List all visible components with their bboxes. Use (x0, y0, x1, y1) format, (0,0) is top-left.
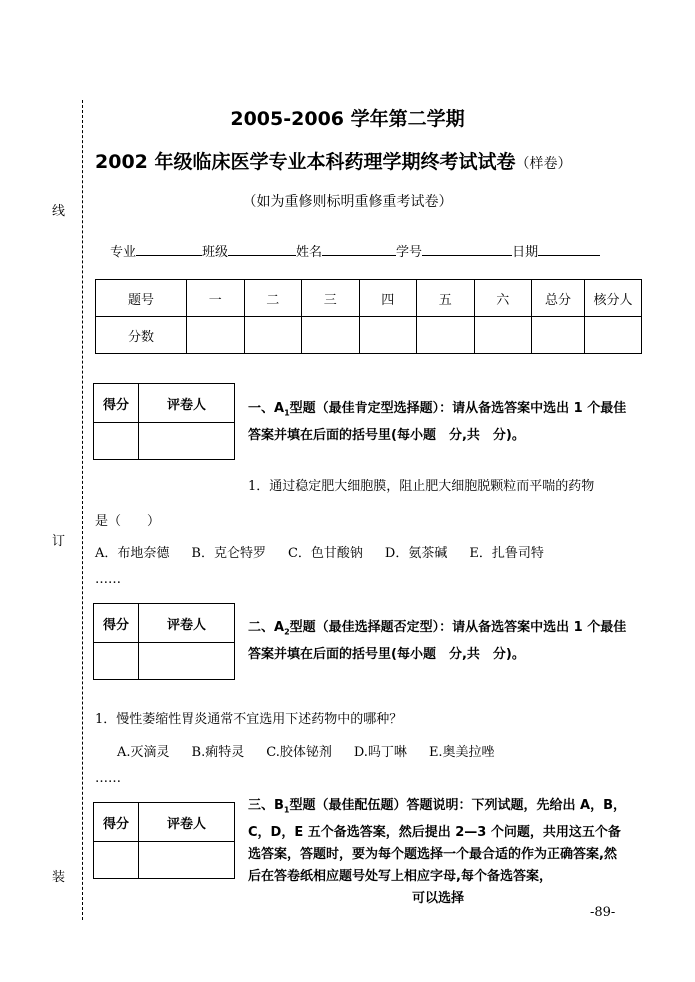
section1-heading (248, 398, 638, 447)
score-cell[interactable] (532, 317, 585, 354)
section3-heading-rest: 型题（最佳配伍题）答题说明：下列试题，先给出 A，B，C，D，E 五个备选答案，然后提出 2—3 个问题，共用这五个备选答案，答题时，要为每个题选择一个最合适的作为正确答案,然后在答卷纸相应题号处写上相应字母,每个备选答案， (248, 798, 626, 884)
student-id-label: 学号 (396, 245, 423, 260)
section1-option-b[interactable]: B．克仑特罗 (191, 546, 266, 561)
grader-score-label: 得分 (94, 803, 139, 842)
grader-box-section2 (93, 603, 235, 680)
page-number: -89- (590, 905, 616, 920)
grader-name-cell[interactable] (139, 842, 235, 879)
section1-question-line2: 是（ ） (95, 514, 161, 529)
section2-heading-prefix: 二、A (248, 620, 285, 635)
score-cell[interactable] (474, 317, 532, 354)
grader-name-label: 评卷人 (139, 604, 235, 643)
grader-name-label: 评卷人 (139, 803, 235, 842)
section2-option-d[interactable]: D.吗丁啉 (353, 745, 407, 760)
grader-score-label: 得分 (94, 604, 139, 643)
grader-score-cell[interactable] (94, 423, 139, 460)
exam-title (95, 147, 572, 174)
section1-option-d[interactable]: D．氨茶碱 (384, 546, 448, 561)
header-cell-2: 二 (244, 280, 302, 317)
score-cell[interactable] (359, 317, 417, 354)
grader-name-cell[interactable] (139, 643, 235, 680)
header-cell-3: 三 (302, 280, 360, 317)
binding-dashed-line (82, 100, 83, 920)
score-cell[interactable] (244, 317, 302, 354)
section2-option-b[interactable]: B.痢特灵 (191, 745, 245, 760)
class-label: 班级 (202, 245, 229, 260)
exam-term-title: 2005-2006 学年第二学期 (230, 108, 465, 130)
date-blank[interactable] (538, 241, 600, 256)
section1-heading-rest: 型题（最佳肯定型选择题）：请从备选答案中选出 1 个最佳答案并填在后面的括号里(每小题 分,共 分)。 (248, 401, 627, 443)
exam-title-text: 2002 年级临床医学专业本科药理学期终考试试卷 (95, 151, 516, 173)
section1-options (95, 542, 566, 561)
header-cell-4: 四 (359, 280, 417, 317)
score-cell[interactable] (187, 317, 245, 354)
section2-options (117, 741, 517, 760)
header-cell-checker: 核分人 (585, 280, 642, 317)
score-table (95, 279, 642, 354)
header-cell-1: 一 (187, 280, 245, 317)
section2-option-c[interactable]: C.胶体铋剂 (266, 745, 332, 760)
exam-subtitle: （如为重修则标明重修重考试卷） (242, 194, 453, 210)
grader-box-section3 (93, 802, 235, 879)
section1-heading-sub: 1 (284, 408, 290, 418)
section1-heading-prefix: 一、A (248, 401, 285, 416)
grader-box-section1 (93, 383, 235, 460)
class-blank[interactable] (228, 241, 296, 256)
score-cell[interactable] (302, 317, 360, 354)
section2-option-a[interactable]: A.灭滴灵 (117, 745, 170, 760)
student-id-blank[interactable] (422, 241, 512, 256)
grader-score-label: 得分 (94, 384, 139, 423)
section1-option-a[interactable]: A．布地奈德 (95, 546, 170, 561)
grader-name-cell[interactable] (139, 423, 235, 460)
score-table-header-row (96, 280, 642, 317)
binding-label-bind: 装 (52, 870, 66, 885)
grader-name-label: 评卷人 (139, 384, 235, 423)
section2-heading (248, 617, 638, 666)
header-cell-question-no: 题号 (96, 280, 187, 317)
date-label: 日期 (512, 245, 539, 260)
section3-heading-prefix: 三、B (248, 798, 284, 813)
grader-score-cell[interactable] (94, 643, 139, 680)
section1-question-line1: 1．通过稳定肥大细胞膜，阻止肥大细胞脱颗粒而平喘的药物 (248, 479, 595, 494)
section1-option-c[interactable]: C．色甘酸钠 (287, 546, 363, 561)
name-label: 姓名 (296, 245, 323, 260)
section2-heading-rest: 型题（最佳选择题否定型）：请从备选答案中选出 1 个最佳答案并填在后面的括号里(每小题 分,共 分)。 (248, 620, 627, 662)
score-table-score-row (96, 317, 642, 354)
section3-heading-tail: 可以选择 (411, 890, 464, 906)
section3-heading-sub: 1 (283, 805, 290, 815)
section2-ellipsis: …… (95, 771, 121, 786)
major-label: 专业 (110, 245, 137, 260)
section1-option-e[interactable]: E．扎鲁司特 (469, 546, 544, 561)
score-cell[interactable] (417, 317, 475, 354)
score-row-label: 分数 (96, 317, 187, 354)
name-blank[interactable] (322, 241, 396, 256)
section3-heading (248, 795, 628, 910)
section1-ellipsis: …… (95, 572, 121, 587)
binding-label-line: 线 (52, 204, 66, 219)
header-cell-total: 总分 (532, 280, 585, 317)
section2-question: 1．慢性萎缩性胃炎通常不宜选用下述药物中的哪种？ (95, 712, 403, 727)
major-blank[interactable] (136, 241, 202, 256)
section2-option-e[interactable]: E.奥美拉唑 (428, 745, 495, 760)
header-cell-5: 五 (417, 280, 475, 317)
exam-title-note: （样卷） (515, 156, 572, 172)
grader-score-cell[interactable] (94, 842, 139, 879)
score-cell[interactable] (585, 317, 642, 354)
section2-heading-sub: 2 (284, 627, 290, 637)
header-cell-6: 六 (474, 280, 532, 317)
student-info-line (110, 241, 600, 260)
binding-label-staple: 订 (52, 534, 66, 549)
